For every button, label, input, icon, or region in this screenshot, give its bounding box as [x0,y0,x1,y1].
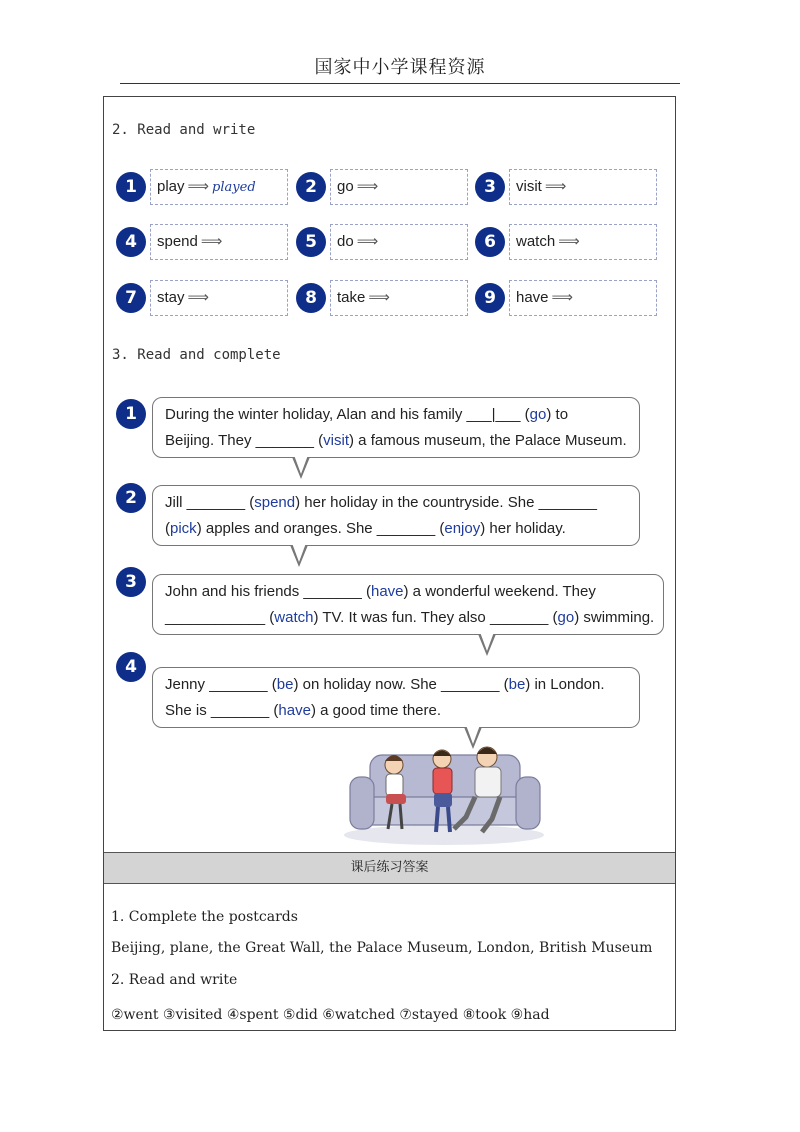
bubble-line [165,672,627,698]
text-part: ) TV. It was fun. They also _______ ( [313,609,558,626]
verb-hint: have [278,702,311,719]
number-circle: 2 [116,483,146,513]
word-label: do [337,233,354,250]
word-box[interactable] [150,169,288,205]
answer-line-3: 2. Read and write [111,972,238,988]
number-circle: 9 [475,283,505,313]
verb-hint: have [370,583,404,600]
arrow-right-icon: ⟹ [551,289,574,306]
number-circle: 1 [116,172,146,202]
answer-line-1: 1. Complete the postcards [111,909,298,925]
arrow-right-icon: ⟹ [558,233,580,250]
word-box[interactable] [509,169,657,205]
number-circle: 3 [116,567,146,597]
text-part: ) on holiday now. She _______ ( [293,676,509,693]
page-header [120,52,680,84]
text-part: Jill _______ ( [165,494,255,511]
bubble-line [165,605,655,631]
number-circle: 2 [296,172,326,202]
number-circle: 4 [116,652,146,682]
answer-line-4: ②went ③visited ④spent ⑤did ⑥watched ⑦stayed ⑧took ⑨had [111,1007,550,1023]
worksheet-frame [103,96,676,1031]
text-part: ) her holiday in the countryside. She _______ [295,494,597,511]
text-part: ) to [546,406,569,423]
speech-bubble-4 [152,667,640,728]
bubble-line [165,516,627,542]
arrow-right-icon: ⟹ [356,233,379,250]
word-box[interactable] [330,224,468,260]
word-box[interactable] [330,169,468,205]
bubble-tail-fill [292,543,306,562]
word-label: go [337,178,354,195]
verb-hint: pick [170,520,197,537]
number-circle: 7 [116,283,146,313]
verb-hint: enjoy [444,520,481,537]
number-circle: 3 [475,172,505,202]
text-part: ____________ ( [165,609,275,626]
word-box[interactable] [509,280,657,316]
exercise2-title: 2. Read and write [112,122,256,138]
number-circle: 5 [296,227,326,257]
text-part: ) a famous museum, the Palace Museum. [349,432,627,449]
speech-bubble-3 [152,574,664,635]
word-label: visit [516,178,542,195]
word-label: stay [157,289,185,306]
arrow-right-icon: ⟹ [200,233,223,250]
word-label: take [337,289,366,306]
arrow-right-icon: ⟹ [187,289,210,306]
text-part: ) a good time there. [310,702,442,719]
bubble-line [165,490,627,516]
word-box[interactable] [330,280,468,316]
bubble-line [165,579,651,605]
verb-hint: be [276,676,294,693]
text-part: ) a wonderful weekend. They [403,583,596,600]
verb-hint: watch [274,609,314,626]
word-label: have [516,289,549,306]
answer-line-2: Beijing, plane, the Great Wall, the Palace Museum, London, British Museum [111,940,653,956]
text-part: She is _______ ( [165,702,279,719]
text-part: ) apples and oranges. She _______ ( [196,520,445,537]
answer-section-header: 课后练习答案 [104,852,675,884]
bubble-tail-fill [480,632,494,651]
verb-hint: go [557,609,575,626]
speech-bubble-1 [152,397,640,458]
family-sofa-illustration [342,737,547,845]
verb-hint: be [508,676,526,693]
word-box[interactable] [150,224,288,260]
arrow-right-icon: ⟹ [187,178,210,195]
bubble-line [165,428,627,454]
arrow-right-icon: ⟹ [356,178,379,195]
verb-hint: go [529,406,547,423]
verb-hint: spend [254,494,296,511]
arrow-right-icon: ⟹ [368,289,390,306]
number-circle: 1 [116,399,146,429]
bubble-line [165,698,627,724]
arrow-right-icon: ⟹ [544,178,567,195]
word-label: spend [157,233,198,250]
verb-hint: visit [323,432,350,449]
bubble-tail-fill [294,455,308,474]
number-circle: 8 [296,283,326,313]
text-part: ( [165,520,170,537]
text-part: ) in London. [525,676,605,693]
answer-text: played [212,180,256,195]
word-box[interactable] [509,224,657,260]
text-part: ) swimming. [574,609,655,626]
text-part: During the winter holiday, Alan and his family ___|___ ( [165,406,530,423]
text-part: Jenny _______ ( [165,676,277,693]
number-circle: 4 [116,227,146,257]
text-part: John and his friends _______ ( [165,583,371,600]
exercise3-title: 3. Read and complete [112,347,281,363]
header-title: 国家中小学课程资源 [314,57,486,78]
bubble-line [165,402,627,428]
number-circle: 6 [475,227,505,257]
text-part: Beijing. They _______ ( [165,432,324,449]
word-label: watch [516,233,556,250]
word-label: play [157,178,185,195]
word-box[interactable] [150,280,288,316]
text-part: ) her holiday. [480,520,566,537]
speech-bubble-2 [152,485,640,546]
